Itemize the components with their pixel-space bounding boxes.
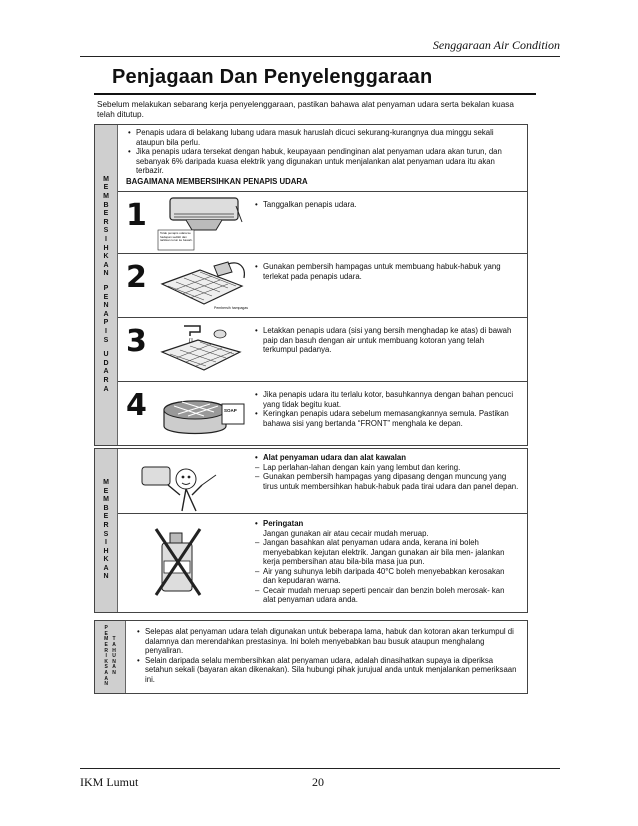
side-label-letter: E <box>104 642 108 649</box>
wash-filter-illustration <box>156 322 248 378</box>
side-label-letter: T <box>112 636 116 643</box>
side-label-letter: H <box>103 547 109 555</box>
warning-item-3: – Cecair mudah meruap seperti pencair dan benzin boleh merosak- kan alat penyaman udara anda. <box>253 586 519 605</box>
side-label-letter: N <box>103 270 109 278</box>
step-2 <box>118 253 527 318</box>
unit-heading: • Alat penyaman udara dan alat kawalan <box>253 453 519 463</box>
side-label-clean-unit <box>95 449 118 612</box>
side-label-letter: A <box>103 310 109 318</box>
step-2-number: 2 <box>126 260 147 295</box>
filter-bullet-1: • Penapis udara di belakang lubang udara masuk haruslah dicuci sekurang-kurangnya dua minggu sekali ataupun bila perlu. <box>126 128 519 147</box>
side-label-letter: D <box>103 359 109 367</box>
side-label-letter: K <box>103 556 109 564</box>
side-label-letter: M <box>103 193 109 201</box>
side-label-letter: H <box>112 647 116 654</box>
running-header: Senggaraan Air Condition <box>432 38 560 52</box>
soak-filter-illustration <box>156 386 248 442</box>
side-label-letter: E <box>103 210 109 218</box>
inspection-bullet-2: • Selain daripada selalu membersihkan alat penyaman udara, adalah dinasihatkan supaya ia diperiksa setahun sekali (bayaran akan dikenakan). Sila hubungi pihak jurujual anda untuk menjalankan pemeriksaan ini. <box>135 656 519 685</box>
side-label-letter: H <box>103 244 109 252</box>
ac-unit-illustration <box>156 196 248 252</box>
side-label-letter: A <box>104 675 108 682</box>
side-label-letter: A <box>112 642 116 649</box>
page-title: Penjagaan Dan Penyelenggaraan <box>112 66 433 88</box>
step-3-number: 3 <box>126 324 147 359</box>
step-4-caption: SOAP <box>224 408 237 413</box>
filter-subheading: BAGAIMANA MEMBERSIHKAN PENAPIS UDARA <box>126 176 308 186</box>
filter-bullet-2: • Jika penapis udara tersekat dengan habuk, keupayaan pendinginan alat penyaman udara akan turun, dan sebanyak 6% daripada kuasa elektrik yang digunakan untuk menjalankan alat penyaman udara itu akan terbazir. <box>126 147 519 176</box>
side-label-letter: I <box>105 236 107 244</box>
side-label-letter: S <box>103 336 109 344</box>
warning-item-2: – Air yang suhunya lebih daripada 40°C boleh menyebabkan kerosakan dan kepudaran warna. <box>253 567 519 586</box>
warning-lead: Jangan gunakan air atau cecair mudah meruap. <box>263 528 429 538</box>
side-label-letter: P <box>104 625 108 632</box>
side-label-letter: A <box>103 385 109 393</box>
footer-rule <box>80 768 560 769</box>
side-label-letter: E <box>104 630 108 637</box>
side-label-letter: I <box>105 539 107 547</box>
side-label-letter: N <box>103 573 109 581</box>
step-3 <box>118 317 527 382</box>
inspection-bullet-1: • Selepas alat penyaman udara telah digunakan untuk beberapa lama, habuk dan kotoran akan terkumpul di dalamnya dan merendahkan prestasinya. Ini boleh menyebabkan bau busuk ataupun menghalang penyaliran. <box>135 627 519 656</box>
footer-left: IKM Lumut <box>80 775 139 789</box>
side-label-letter: A <box>103 564 109 572</box>
step-2-caption: Pembersih hampagas <box>214 306 249 310</box>
side-label-letter: S <box>103 227 109 235</box>
side-label-letter: M <box>104 636 109 643</box>
step-2-text: • Gunakan pembersih hampagas untuk membuang habuk-habuk yang terlekat pada penapis udara. <box>253 262 519 281</box>
intro-text: Sebelum melakukan sebarang kerja penyelenggaraan, pastikan bahawa alat penyaman udara serta bekalan kuasa telah ditutup. <box>97 100 514 119</box>
section-annual-inspection <box>94 620 528 694</box>
step-1-text: • Tanggalkan penapis udara. <box>253 200 519 210</box>
step-1-number: 1 <box>126 198 147 233</box>
side-label-letter: P <box>103 319 109 327</box>
side-label-letter: S <box>104 664 108 671</box>
side-label-letter: I <box>105 653 107 660</box>
side-label-clean-filter <box>95 125 118 445</box>
side-label-letter: E <box>103 293 109 301</box>
side-label-letter: M <box>103 496 109 504</box>
side-label-letter: M <box>103 175 109 183</box>
step-1-caption: Tolak penapis udara ke hadapan sedikit dan tarikkan turun ke bawah. <box>160 231 193 243</box>
side-label-letter: E <box>103 487 109 495</box>
side-label-letter: A <box>112 664 116 671</box>
warning-item-1: – Jangan basahkan alat penyaman udara anda, kerana ini boleh menyebabkan kejutan elektrik. Jangan gunakan air bila men- jalankan kerja pembersihan atau bila-bila masa jua pun. <box>253 538 519 567</box>
chemical-can-illustration <box>148 521 208 601</box>
side-label-letter: N <box>112 669 116 676</box>
side-label-letter: A <box>103 261 109 269</box>
header-rule <box>80 56 560 57</box>
side-label-letter: N <box>112 658 116 665</box>
warning-heading: • Peringatan <box>253 519 519 529</box>
side-label-letter: R <box>103 521 109 529</box>
section-clean-unit <box>94 448 528 613</box>
side-label-letter: K <box>104 658 108 665</box>
step-3-text: • Letakkan penapis udara (sisi yang bersih menghadap ke atas) di bawah paip dan basuh dengan air untuk membuang kotoran yang telah terkumpul padanya. <box>253 326 519 355</box>
side-label-letter: N <box>104 681 108 688</box>
step-4 <box>118 381 527 446</box>
side-label-letter: M <box>103 478 109 486</box>
side-label-letter: B <box>103 504 109 512</box>
side-label-letter: U <box>103 351 109 359</box>
page-number: 20 <box>312 775 324 789</box>
side-label-letter: I <box>105 327 107 335</box>
side-label-letter: B <box>103 201 109 209</box>
step-4-bullet-1: • Jika penapis udara itu terlalu kotor, basuhkannya dengan bahan pencuci yang tidak begitu kuat. <box>253 390 519 409</box>
side-label-letter: E <box>103 513 109 521</box>
side-label-letter: R <box>103 376 109 384</box>
side-label-annual-inspection <box>95 621 126 693</box>
step-4-number: 4 <box>126 388 147 423</box>
step-1 <box>118 191 527 254</box>
side-label-letter: R <box>103 218 109 226</box>
side-label-letter: A <box>103 368 109 376</box>
unit-item-1: – Lap perlahan-lahan dengan kain yang lembut dan kering. <box>253 463 519 473</box>
side-label-letter: E <box>103 184 109 192</box>
title-rule <box>94 93 536 95</box>
side-label-letter: S <box>103 530 109 538</box>
side-label-letter: R <box>104 647 108 654</box>
cleaning-character-illustration <box>132 455 222 515</box>
side-label-letter: P <box>103 285 109 292</box>
section-clean-filter <box>94 124 528 446</box>
side-label-letter: U <box>112 653 116 660</box>
step-4-bullet-2: • Keringkan penapis udara sebelum memasangkannya semula. Pastikan bahawa sisi yang bertanda “FRONT” menghala ke depan. <box>253 409 519 428</box>
unit-item-2: – Gunakan pembersih hampagas yang dipasang dengan muncung yang tirus untuk membersihkan habuk-habuk pada tirai udara dan panel depan. <box>253 472 519 491</box>
side-label-letter: K <box>103 253 109 261</box>
side-label-letter: A <box>104 669 108 676</box>
side-label-letter: N <box>103 302 109 310</box>
